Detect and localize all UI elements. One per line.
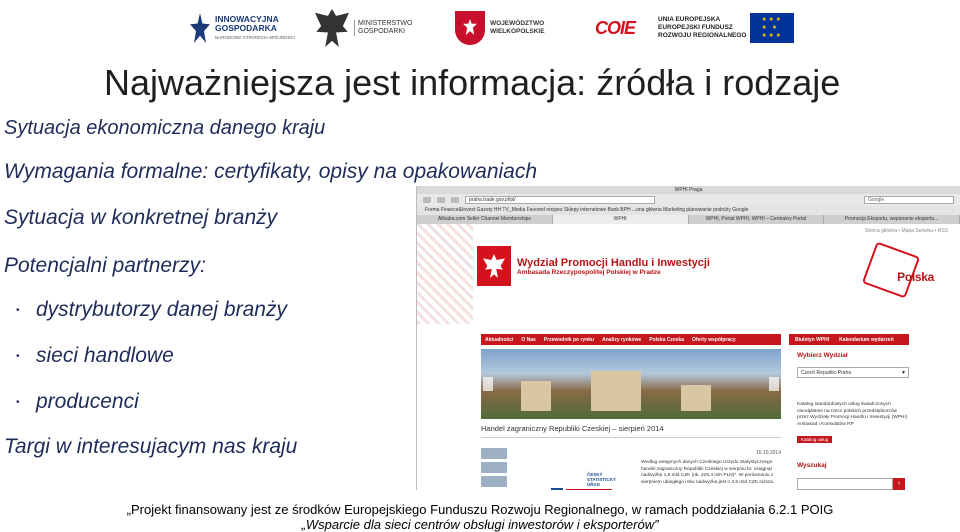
- building-shape: [521, 381, 551, 411]
- browser-tab[interactable]: Alibaba.com Seller Channel Memberships: [417, 215, 553, 224]
- star-icon: [190, 13, 210, 43]
- info-line: Targi w interesujacym nas kraju: [4, 435, 298, 458]
- thumbnail[interactable]: [481, 448, 507, 459]
- bullet-text: producenci: [36, 390, 139, 413]
- main-nav: [481, 334, 781, 345]
- slider-next-icon[interactable]: [769, 377, 779, 391]
- nav-item[interactable]: Biuletyn WPHI: [795, 336, 830, 343]
- address-bar[interactable]: praha.trade.gov.pl/pl/: [465, 196, 655, 204]
- window-title: WPHI Praga: [417, 186, 960, 194]
- catalog-button[interactable]: Katalog usług: [797, 436, 832, 443]
- logo-text: EUROPEJSKI FUNDUSZ: [658, 24, 733, 31]
- logo-text: GOSPODARKA: [215, 22, 277, 33]
- info-line: Wymagania formalne: certyfikaty, opisy na opakowaniach: [4, 160, 538, 183]
- building-shape: [591, 371, 641, 411]
- info-line: Sytuacja w konkretnej branży: [4, 206, 278, 229]
- bullet-item: [16, 344, 174, 368]
- ministerstwo-gospodarki-logo: [315, 6, 415, 50]
- article-date: 15.10.2014: [755, 450, 781, 456]
- department-select[interactable]: Czech Republic-Praha ▾: [797, 367, 909, 378]
- nav-item[interactable]: Analizy rynkowe: [602, 336, 642, 343]
- article-title[interactable]: Handel zagraniczny Republiki Czeskiej – sierpień 2014: [481, 424, 781, 438]
- wojewodztwo-wielkopolskie-logo: [455, 6, 565, 50]
- slide-title: Najważniejsza jest informacja: źródła i rodzaje: [104, 62, 841, 103]
- website-screenshot: [416, 186, 960, 490]
- site-header: [477, 246, 710, 286]
- reload-icon[interactable]: [451, 197, 459, 203]
- bookmarks-bar[interactable]: Forma Finance&Invest Gazety HH TV_Media Favored recipes Sklepy internetowe Bank BPH ...ona główna Marketing planowanie podróży Google: [417, 206, 960, 215]
- bullet-icon: •: [16, 304, 20, 316]
- site-search-input[interactable]: [797, 478, 893, 490]
- top-links[interactable]: Strona główna • Mapa Serwisu • RSS: [865, 228, 948, 234]
- info-line: Sytuacja ekonomiczna danego kraju: [4, 117, 326, 139]
- polish-eagle-icon: [477, 246, 511, 286]
- bullet-item: [16, 390, 139, 414]
- nav-item[interactable]: Oferty współpracy: [692, 336, 736, 343]
- tab-bar: [417, 215, 960, 224]
- building-shape: [681, 385, 711, 411]
- unia-europejska-logo: [658, 6, 803, 50]
- bullet-icon: •: [16, 350, 20, 362]
- city-photo: [481, 349, 781, 419]
- logo-text: ÚŘAD: [587, 482, 600, 487]
- logo-text: WIELKOPOLSKIE: [490, 28, 545, 35]
- bullet-item: [16, 298, 287, 322]
- logo-text: GOSPODARKI: [358, 28, 406, 35]
- decorative-pattern: [417, 224, 473, 324]
- logo-bar: [180, 6, 800, 50]
- footer-funding-text: „Projekt finansowany jest ze środków Europejskiego Funduszu Rozwoju Regionalnego, w ramach poddziałania 6.2.1 POIG: [126, 502, 834, 517]
- browser-tab[interactable]: Promocja Eksportu, wspieranie eksportu...: [824, 215, 960, 224]
- nav-item[interactable]: Polska Czeska: [649, 336, 685, 343]
- coat-of-arms-icon: [455, 11, 485, 45]
- nav-item[interactable]: Aktualności: [485, 336, 514, 343]
- bullet-text: dystrybutorzy danej branży: [36, 298, 287, 321]
- logo-text: WOJEWÓDZTWO: [490, 20, 545, 27]
- sidebar: [797, 352, 909, 490]
- eu-flag-icon: [750, 13, 794, 43]
- innowacyjna-gospodarka-logo: [190, 6, 300, 50]
- coie-logo: [580, 6, 650, 50]
- eagle-icon: [315, 9, 349, 47]
- nav-item[interactable]: Kalendarium wydarzeń: [839, 336, 894, 343]
- article-text: Według wstępnych danych Czeskiego Urzędu Statystycznego handel zagraniczny Republiki Czeskiej w sierpniu br. osiągnął nadwyżkę 1,5 mld CZK (ok. 228,4 mln PLN)*. W porównaniu z sierpniem ubiegłego roku nadwyżka jest o 3,5 mld CZK niższa.: [641, 460, 775, 485]
- browser-tab[interactable]: WPHI, Portal WPHI, WPHI – Centralny Portal: [689, 215, 825, 224]
- logo-text: MINISTERSTWO: [358, 20, 413, 27]
- bullet-text: sieci handlowe: [36, 344, 174, 367]
- search-go-button[interactable]: ›: [893, 478, 905, 490]
- info-line: Potencjalni partnerzy:: [4, 254, 206, 277]
- forward-icon[interactable]: [437, 197, 445, 203]
- bullet-icon: •: [16, 396, 20, 408]
- logo-text: INNOWACYJNA: [215, 13, 279, 24]
- polska-text: Polska: [897, 270, 934, 284]
- slider-prev-icon[interactable]: [483, 377, 493, 391]
- site-subtitle: Ambasada Rzeczypospolitej Polskiej w Pradze: [517, 268, 661, 276]
- nav-item[interactable]: O Nas: [521, 336, 536, 343]
- search-field[interactable]: Google: [864, 196, 954, 204]
- csu-logo: [587, 472, 616, 487]
- footer-project-name: „Wsparcie dla sieci centrów obsługi inwestorów i eksporterów”: [301, 517, 659, 532]
- secondary-nav: [789, 334, 909, 345]
- sidebar-heading: Wybierz Wydział: [797, 352, 848, 359]
- catalog-text: Katalog standardowych usług świadczonych nieodpłatnie na rzecz polskich przedsiębiorców przez Wydziały Promocji Handlu i Inwestycji (WPHI) Ambasad i Konsulatów RP: [797, 402, 908, 427]
- thumbnail[interactable]: [481, 462, 507, 473]
- logo-text: STATISTICKÝ: [587, 477, 616, 482]
- thumbnail-list: [481, 448, 511, 490]
- thumbnail[interactable]: [481, 476, 507, 487]
- logo-text: ROZWOJU REGIONALNEGO: [658, 32, 747, 39]
- banner-logo-icon: [551, 488, 563, 490]
- banner-url[interactable]: [566, 489, 612, 490]
- site-title: Wydział Promocji Handlu i Inwestycji: [517, 256, 710, 269]
- polska-logo: [868, 248, 940, 296]
- browser-toolbar: [417, 194, 960, 206]
- logo-subtext: NARODOWA STRATEGIA SPÓJNOŚCI: [215, 34, 296, 40]
- logo-text: UNIA EUROPEJSKA: [658, 16, 721, 23]
- logo-text: COIE: [594, 17, 635, 38]
- web-page: [417, 224, 960, 490]
- back-icon[interactable]: [423, 197, 431, 203]
- nav-item[interactable]: Przewodnik po rynku: [543, 336, 595, 343]
- browser-tab[interactable]: WPHI: [553, 215, 689, 224]
- search-heading: Wyszukaj: [797, 462, 827, 469]
- logo-text: ČESKÝ: [587, 472, 603, 477]
